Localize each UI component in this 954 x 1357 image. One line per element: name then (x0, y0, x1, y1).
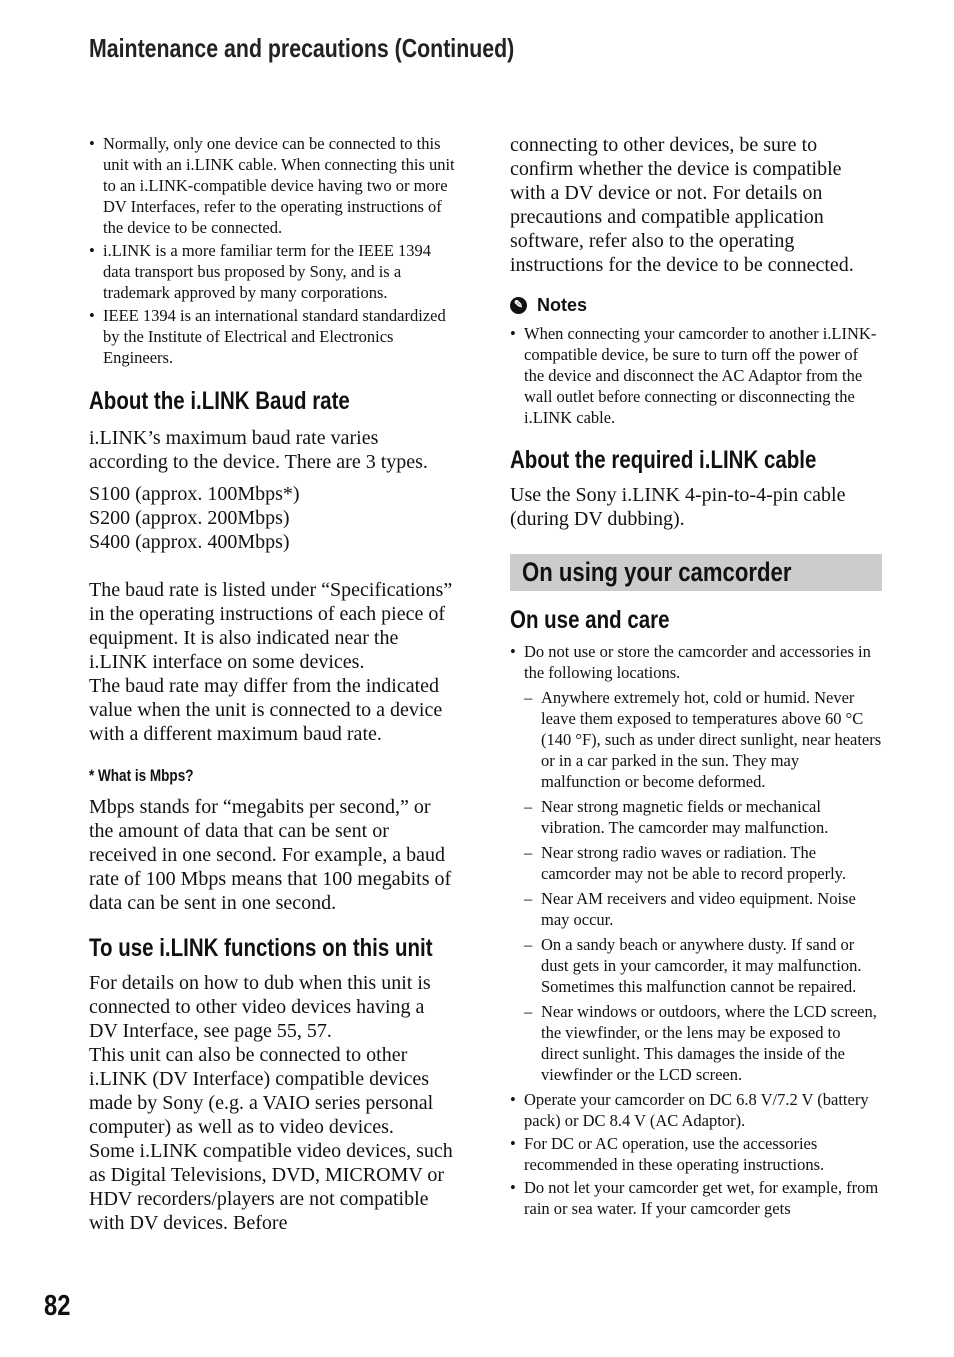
notes-pencil-icon: ✎ (510, 297, 527, 314)
location-item: – Near AM receivers and video equipment. Noise may occur. (524, 888, 882, 930)
baud-type-s200: S200 (approx. 200Mbps) (89, 507, 290, 529)
ilink-functions-paragraph-2: This unit can also be connected to other i.LINK (DV Interface) compatible devices made by Sony (e.g. a VAIO series personal computer) as well as to video devices. (89, 1044, 434, 1138)
section-banner (510, 554, 882, 591)
notes-heading (510, 294, 882, 316)
notes-list (510, 323, 882, 428)
required-cable-text: Use the Sony i.LINK 4-pin-to-4-pin cable (during DV dubbing). (510, 484, 846, 530)
baud-type-s100: S100 (approx. 100Mbps*) (89, 483, 300, 505)
location-item: – Anywhere extremely hot, cold or humid. Never leave them exposed to temperatures above 60 °C (140 °F), such as under direct sunlight, near heaters or in a car parked in the sun. They may malfunction or become deformed. (524, 687, 882, 792)
ilink-functions-heading: To use i.LINK functions on this unit (89, 934, 433, 962)
list-item: • Operate your camcorder on DC 6.8 V/7.2 V (battery pack) or DC 8.4 V (AC Adaptor). (510, 1089, 882, 1131)
mbps-footnote-heading: * What is Mbps? (89, 767, 194, 785)
use-and-care-heading: On use and care (510, 606, 670, 634)
list-item: • i.LINK is a more familiar term for the IEEE 1394 data transport bus proposed by Sony, and is a trademark approved by many corporations. (89, 240, 457, 303)
running-header: Maintenance and precautions (Continued) (89, 33, 515, 63)
baud-rate-intro: i.LINK’s maximum baud rate varies according to the device. There are 3 types. (89, 427, 428, 473)
list-item: • Normally, only one device can be connected to this unit with an i.LINK cable. When connecting this unit to an i.LINK-compatible device having two or more DV Interfaces, refer to the operating instructions of the device to be connected. (89, 133, 457, 238)
list-item: • Do not let your camcorder get wet, for example, from rain or sea water. If your camcorder gets (510, 1177, 882, 1219)
baud-rate-types (89, 482, 457, 554)
location-item: – Near strong radio waves or radiation. The camcorder may not be able to record properly. (524, 842, 882, 884)
ilink-intro-list (89, 133, 457, 368)
notes-title: Notes (537, 295, 588, 315)
list-item: • IEEE 1394 is an international standard standardized by the Institute of Electrical and Electronics Engineers. (89, 305, 457, 368)
list-item: • For DC or AC operation, use the accessories recommended in these operating instructions. (510, 1133, 882, 1175)
locations-list (524, 687, 882, 1085)
right-column (510, 133, 882, 1221)
section-banner-title: On using your camcorder (522, 557, 792, 587)
mbps-explanation: Mbps stands for “megabits per second,” or the amount of data that can be sent or received in one second. For example, a baud rate of 100 Mbps means that 100 megabits of data can be sent in one second. (89, 796, 452, 914)
baud-type-s400: S400 (approx. 400Mbps) (89, 531, 290, 553)
list-item (510, 641, 882, 1085)
left-column (89, 133, 457, 1235)
page-number: 82 (44, 1290, 71, 1322)
required-cable-heading: About the required i.LINK cable (510, 446, 817, 474)
list-item: • When connecting your camcorder to another i.LINK-compatible device, be sure to turn off the power of the device and disconnect the AC Adaptor from the wall outlet before connecting or disconnecting the i.LINK cable. (510, 323, 882, 428)
location-item: – On a sandy beach or anywhere dusty. If sand or dust gets in your camcorder, it may malfunction. Sometimes this malfunction cannot be repaired. (524, 934, 882, 997)
ilink-functions-paragraph-3: Some i.LINK compatible video devices, such as Digital Televisions, DVD, MICROMV or HDV recorders/players are not compatible with DV devices. Before (89, 1140, 453, 1234)
baud-rate-paragraph-1: The baud rate is listed under “Specifications” in the operating instructions of each piece of equipment. It is also indicated near the i.LINK interface on some devices. (89, 579, 453, 673)
ilink-functions-paragraph-1: For details on how to dub when this unit is connected to other video devices having a DV Interface, see page 55, 57. (89, 972, 431, 1042)
continuation-paragraph: connecting to other devices, be sure to confirm whether the device is compatible with a DV device or not. For details on precautions and compatible application software, refer also to the operating instructions for the device to be connected. (510, 134, 854, 276)
baud-rate-paragraph-2: The baud rate may differ from the indicated value when the unit is connected to a device with a different maximum baud rate. (89, 675, 443, 745)
baud-rate-heading: About the i.LINK Baud rate (89, 387, 350, 415)
location-item: – Near strong magnetic fields or mechanical vibration. The camcorder may malfunction. (524, 796, 882, 838)
list-item-text: Do not use or store the camcorder and accessories in the following locations. (524, 642, 871, 682)
use-and-care-list (510, 641, 882, 1219)
location-item: – Near windows or outdoors, where the LCD screen, the viewfinder, or the lens may be exposed to direct sunlight. This damages the inside of the viewfinder or the LCD screen. (524, 1001, 882, 1085)
